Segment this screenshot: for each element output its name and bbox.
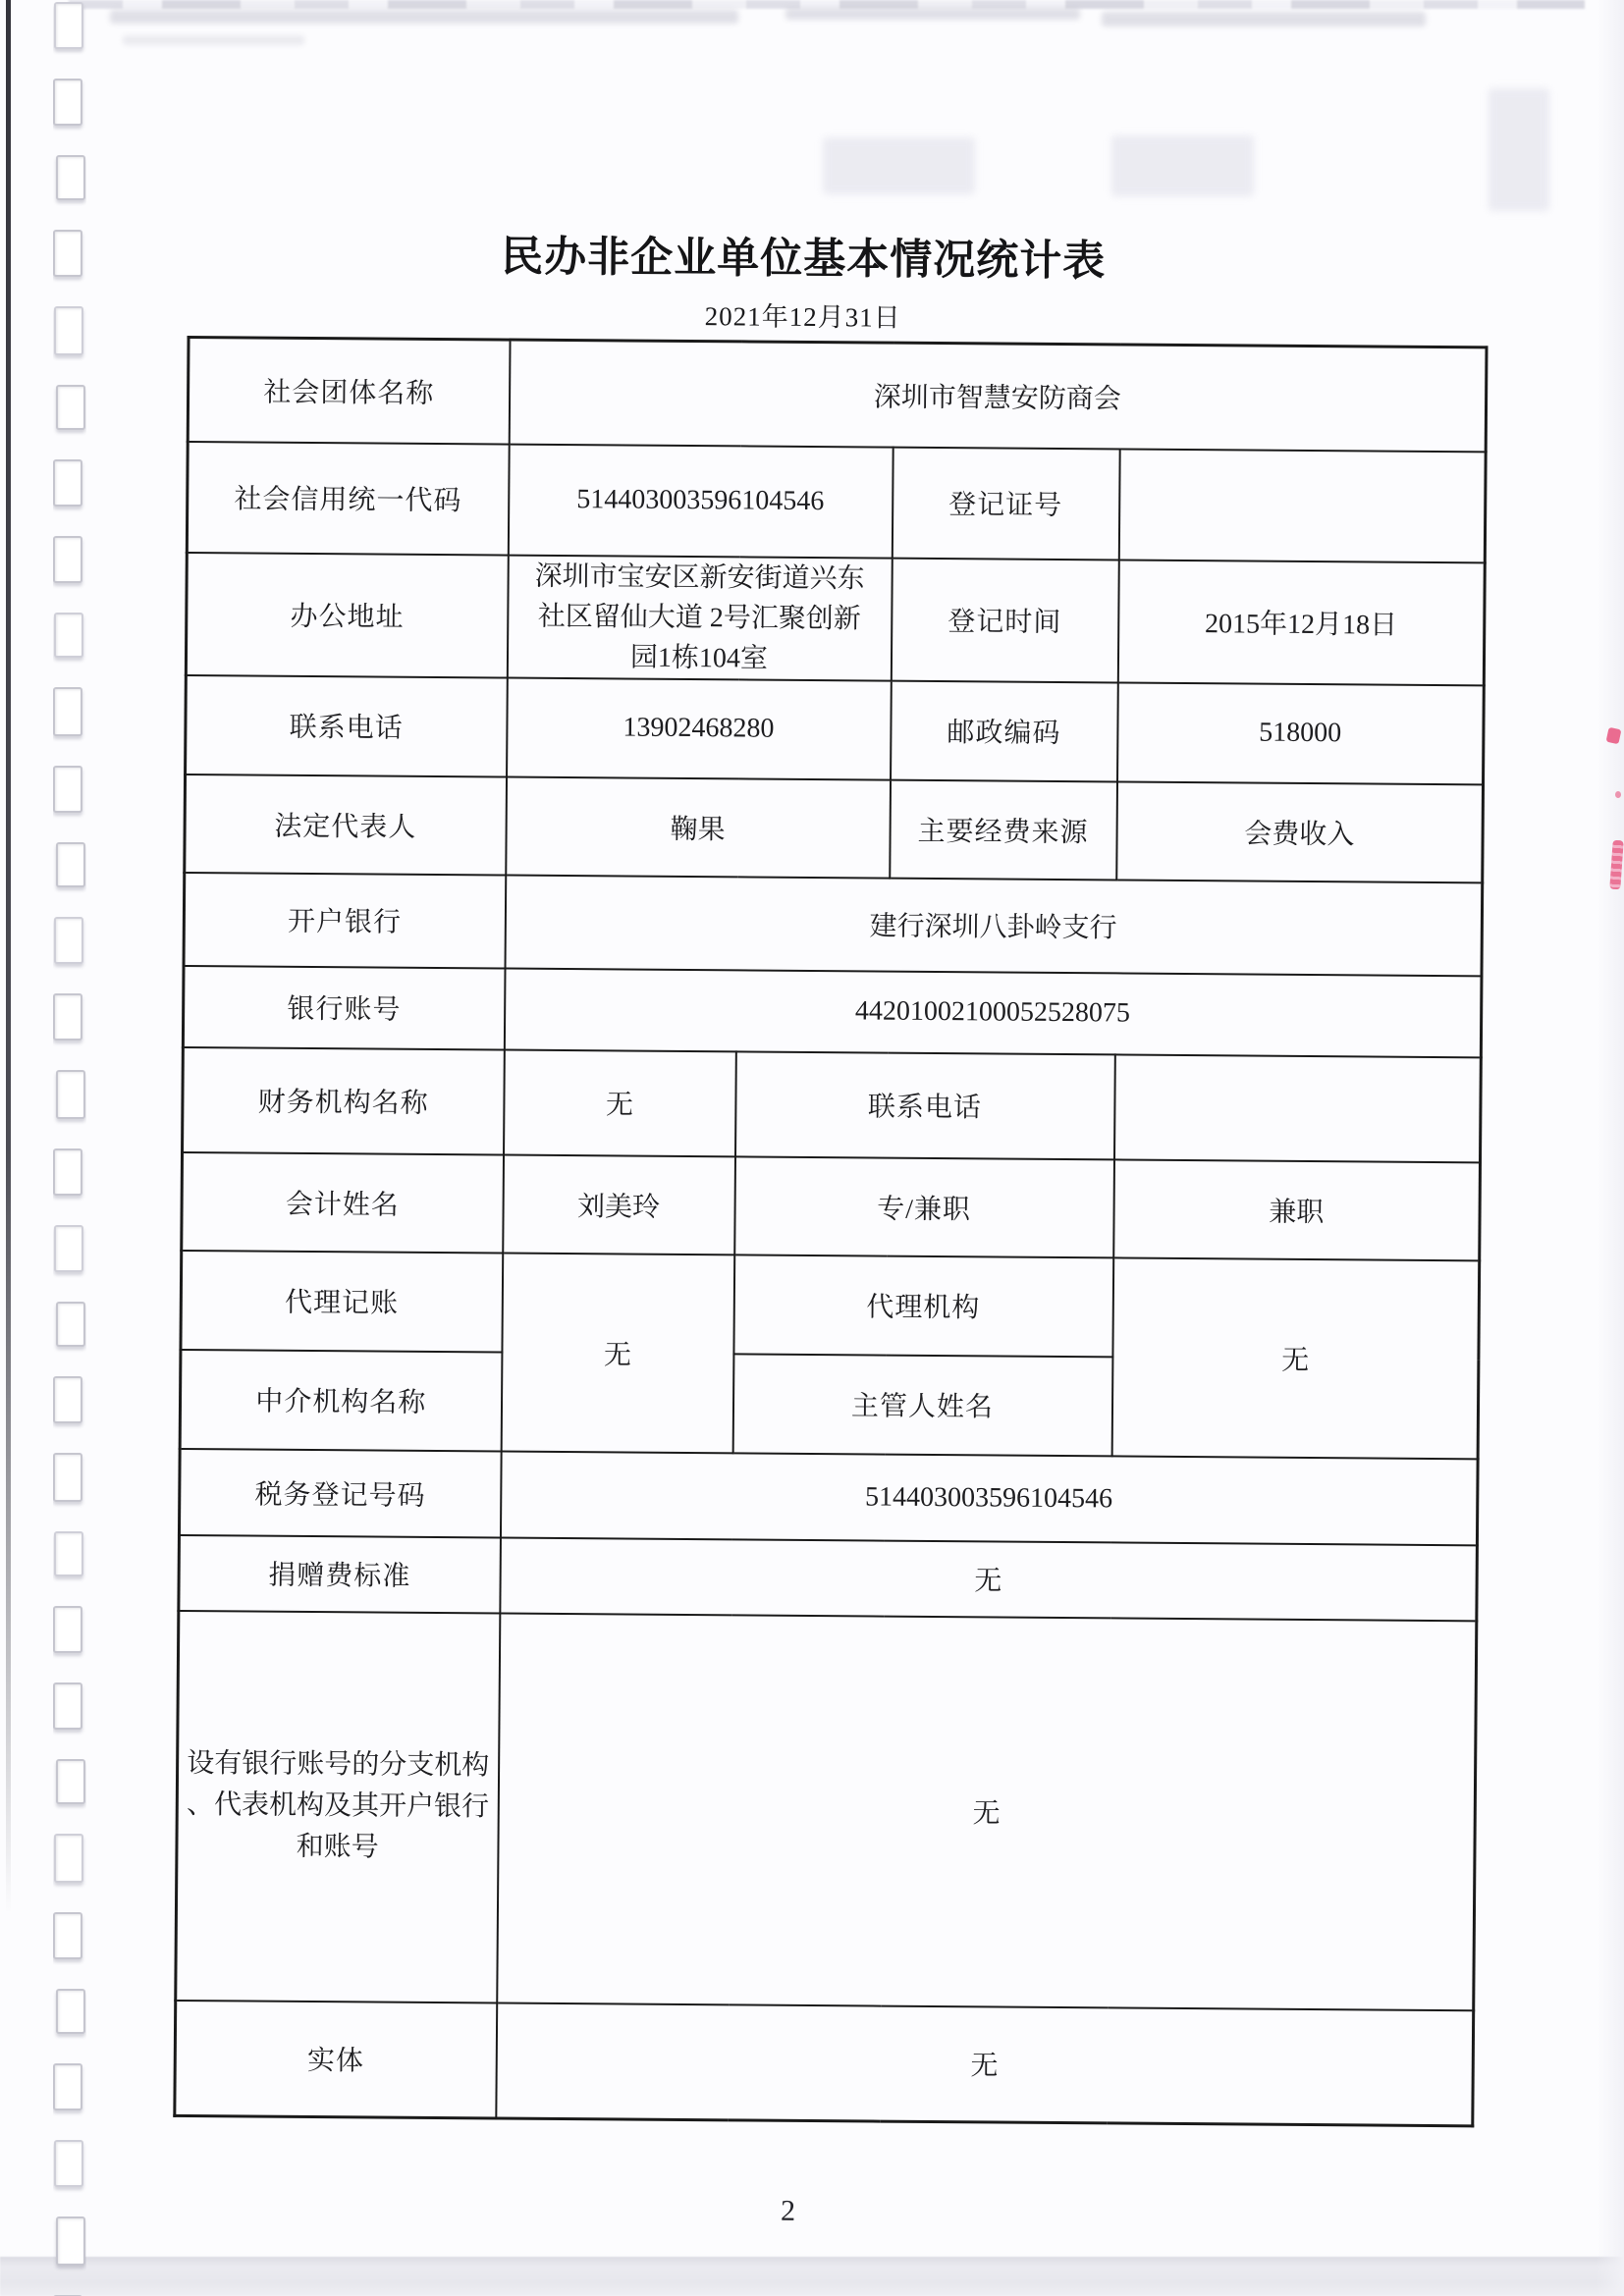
finance-phone-value (1114, 1054, 1482, 1162)
table-row (186, 674, 1485, 783)
table-row (186, 552, 1485, 684)
table-row (175, 2000, 1474, 2125)
funding-source-value: 会费收入 (1116, 781, 1484, 882)
statistics-table (173, 336, 1488, 2127)
office-address-text: 深圳市宝安区新安街道兴东社区留仙大道 2号汇聚创新园1栋104室 (534, 561, 865, 674)
table-row (181, 1250, 1480, 1359)
bank-account-label: 银行账号 (183, 965, 505, 1049)
fulltime-parttime-label: 专/兼职 (734, 1156, 1114, 1257)
credit-code-label: 社会信用统一代码 (187, 441, 509, 555)
fulltime-parttime-value: 兼职 (1113, 1159, 1481, 1260)
finance-org-label: 财务机构名称 (183, 1046, 505, 1154)
office-address-value (507, 555, 892, 680)
reg-cert-no-label: 登记证号 (892, 447, 1119, 560)
report-date: 2021年12月31日 (704, 301, 901, 333)
org-name-label: 社会团体名称 (188, 337, 510, 444)
table-row (183, 965, 1482, 1056)
donation-standard-value: 无 (500, 1537, 1478, 1621)
branches-accounts-value: 无 (497, 1613, 1477, 2010)
branches-accounts-label: 设有银行账号的分支机构、代表机构及其开户银行和账号 (176, 1610, 500, 2002)
finance-org-value: 无 (504, 1049, 736, 1156)
funding-source-label: 主要经费来源 (890, 779, 1117, 880)
agent-org-shared-value: 无 (1111, 1257, 1480, 1459)
accountant-name-label: 会计姓名 (182, 1151, 504, 1253)
table-row (176, 1610, 1477, 2009)
supervisor-name-label: 主管人姓名 (732, 1354, 1112, 1456)
agent-bookkeeping-shared-value: 无 (501, 1253, 734, 1453)
table-row (179, 1448, 1478, 1544)
agent-bookkeeping-label: 代理记账 (181, 1250, 503, 1352)
reg-cert-no-value (1118, 449, 1486, 562)
donation-standard-label: 捐赠费标准 (179, 1534, 501, 1613)
office-address-label: 办公地址 (186, 552, 508, 677)
entity-label: 实体 (175, 2000, 497, 2118)
accountant-name-value: 刘美玲 (503, 1154, 735, 1255)
table-row (182, 1151, 1481, 1259)
tax-reg-no-label: 税务登记号码 (179, 1448, 501, 1537)
table-row (185, 774, 1484, 881)
tax-reg-no-value: 514403003596104546 (500, 1451, 1478, 1545)
legal-rep-label: 法定代表人 (185, 774, 507, 875)
bank-account-value: 44201002100052528075 (504, 968, 1482, 1057)
page-title: 民办非企业单位基本情况统计表 (501, 234, 1107, 286)
table-row (184, 872, 1483, 975)
intermediary-org-label: 中介机构名称 (180, 1349, 502, 1451)
table-row (187, 441, 1486, 561)
table-row (179, 1534, 1478, 1620)
credit-code-value: 514403003596104546 (508, 444, 893, 558)
postal-code-label: 邮政编码 (891, 680, 1118, 781)
legal-rep-value: 鞠果 (506, 776, 891, 878)
bank-label: 开户银行 (184, 872, 506, 968)
agent-org-label: 代理机构 (733, 1255, 1113, 1357)
reg-date-value: 2015年12月18日 (1117, 560, 1485, 685)
table-row (188, 337, 1487, 451)
finance-phone-label: 联系电话 (735, 1051, 1115, 1159)
table-row (183, 1046, 1482, 1161)
postal-code-value: 518000 (1117, 682, 1485, 784)
contact-phone-value: 13902468280 (507, 677, 892, 779)
page-number: 2 (780, 2194, 796, 2227)
bank-value: 建行深圳八卦岭支行 (505, 875, 1483, 976)
contact-phone-label: 联系电话 (186, 674, 508, 776)
entity-value: 无 (496, 2002, 1474, 2126)
org-name-value: 深圳市智慧安防商会 (509, 340, 1487, 452)
reg-date-label: 登记时间 (891, 558, 1118, 682)
